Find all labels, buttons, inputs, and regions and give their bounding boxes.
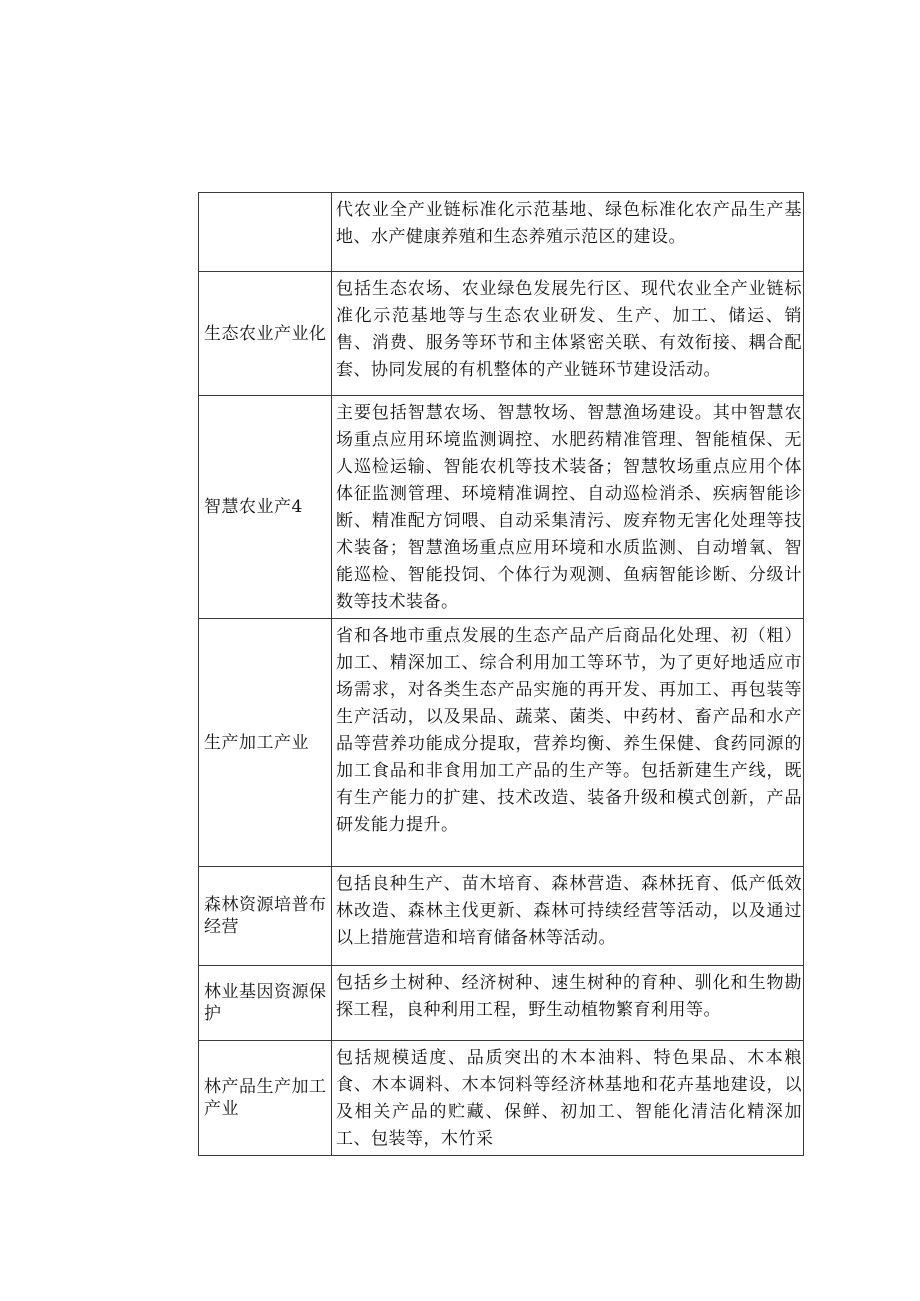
industry-description-cell: 包括良种生产、苗木培育、森林营造、森林抚育、低产低效林改造、森林主伐更新、森林可持续经营等活动，以及通过以上措施营造和培育储备林等活动。: [332, 867, 804, 966]
industry-description-cell: 包括乡土树种、经济树种、速生树种的育种、驯化和生物勘探工程，良种利用工程，野生动植物繁育利用等。: [332, 966, 804, 1041]
industry-table: [198, 192, 804, 1156]
industry-name-cell: 生态农业产业化: [199, 272, 332, 396]
industry-name-cell: 林业基因资源保护: [199, 966, 332, 1041]
industry-name-cell: 森林资源培普布经营: [199, 867, 332, 966]
industry-description-cell: 包括规模适度、品质突出的木本油料、特色果品、木本粮食、木本调料、木本饲料等经济林基地和花卉基地建设，以及相关产品的贮藏、保鲜、初加工、智能化清洁化精深加工、包装等，木竹采: [332, 1041, 804, 1156]
industry-description-cell: 主要包括智慧农场、智慧牧场、智慧渔场建设。其中智慧农场重点应用环境监测调控、水肥药精准管理、智能植保、无人巡检运输、智能农机等技术装备；智慧牧场重点应用个体体征监测管理、环境精准调控、自动巡检消杀、疾病智能诊断、精准配方饲喂、自动采集清污、废弃物无害化处理等技术装备；智慧渔场重点应用环境和水质监测、自动增氧、智能巡检、智能投饲、个体行为观测、鱼病智能诊断、分级计数等技术装备。: [332, 396, 804, 619]
table-row: [199, 966, 804, 1041]
industry-name-cell: 生产加工产业: [199, 619, 332, 867]
table-row: [199, 272, 804, 396]
industry-description-cell: 包括生态农场、农业绿色发展先行区、现代农业全产业链标准化示范基地等与生态农业研发、生产、加工、储运、销售、消费、服务等环节和主体紧密关联、有效衔接、耦合配套、协同发展的有机整体的产业链环节建设活动。: [332, 272, 804, 396]
table-row: [199, 193, 804, 272]
industry-description-cell: 省和各地市重点发展的生态产品产后商品化处理、初（粗）加工、精深加工、综合利用加工等环节，为了更好地适应市场需求，对各类生态产品实施的再开发、再加工、再包装等生产活动，以及果品、蔬菜、菌类、中药材、畜产品和水产品等营养功能成分提取，营养均衡、养生保健、食药同源的加工食品和非食用加工产品的生产等。包括新建生产线，既有生产能力的扩建、技术改造、装备升级和模式创新，产品研发能力提升。: [332, 619, 804, 867]
table-row: [199, 867, 804, 966]
industry-description-cell: 代农业全产业链标准化示范基地、绿色标准化农产品生产基地、水产健康养殖和生态养殖示范区的建设。: [332, 193, 804, 272]
industry-name-cell: [199, 193, 332, 272]
industry-name-cell: 林产品生产加工产业: [199, 1041, 332, 1156]
table-row: [199, 619, 804, 867]
industry-name-cell: 智慧农业产4: [199, 396, 332, 619]
table-row: [199, 396, 804, 619]
table-row: [199, 1041, 804, 1156]
